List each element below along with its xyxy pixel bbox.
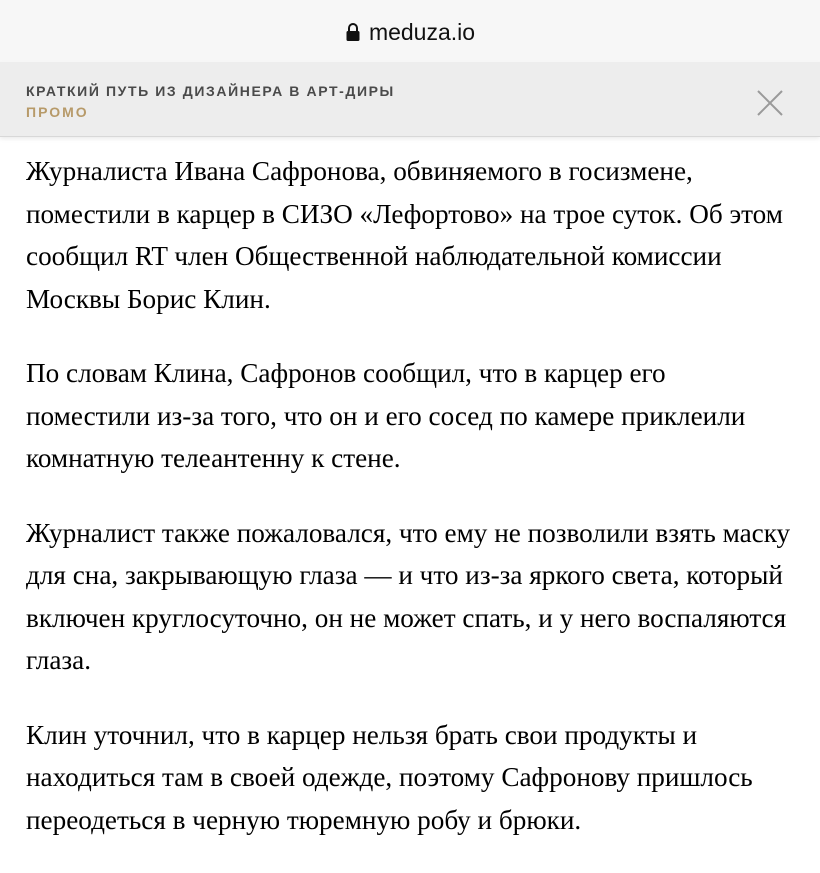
url-display[interactable] [345, 19, 475, 46]
promo-title[interactable]: КРАТКИЙ ПУТЬ ИЗ ДИЗАЙНЕРА В АРТ-ДИРЫ [26, 83, 395, 99]
article-body [26, 150, 796, 873]
promo-label: ПРОМО [26, 104, 89, 120]
browser-address-bar[interactable] [0, 0, 820, 62]
lock-icon [345, 22, 361, 42]
article-paragraph-2: По словам Клина, Сафронов сообщил, что в карцер его поместили из-за того, что он и его сосед по камере приклеили комнатную телеантенну к стене. [26, 358, 746, 473]
article-paragraph-1: Журналиста Ивана Сафронова, обвиняемого в госизмене, поместили в карцер в СИЗО «Лефортово» на трое суток. Об этом сообщил RT член Общественной наблюдательной комиссии Москвы Борис Клин. [26, 156, 783, 314]
article-paragraph-3: Журналист также пожаловался, что ему не позволили взять маску для сна, закрывающую глаза — и что из-за яркого света, который включен круглосуточно, он не может спать, и у него воспаляются глаза. [26, 517, 791, 675]
close-icon[interactable] [753, 86, 787, 120]
url-text: meduza.io [368, 18, 476, 45]
promo-banner[interactable] [0, 62, 820, 137]
article-paragraph-4: Клин уточнил, что в карцер нельзя брать свои продукты и находиться там в своей одежде, поэтому Сафронову пришлось переодеться в черную тюремную робу и брюки. [26, 719, 753, 835]
